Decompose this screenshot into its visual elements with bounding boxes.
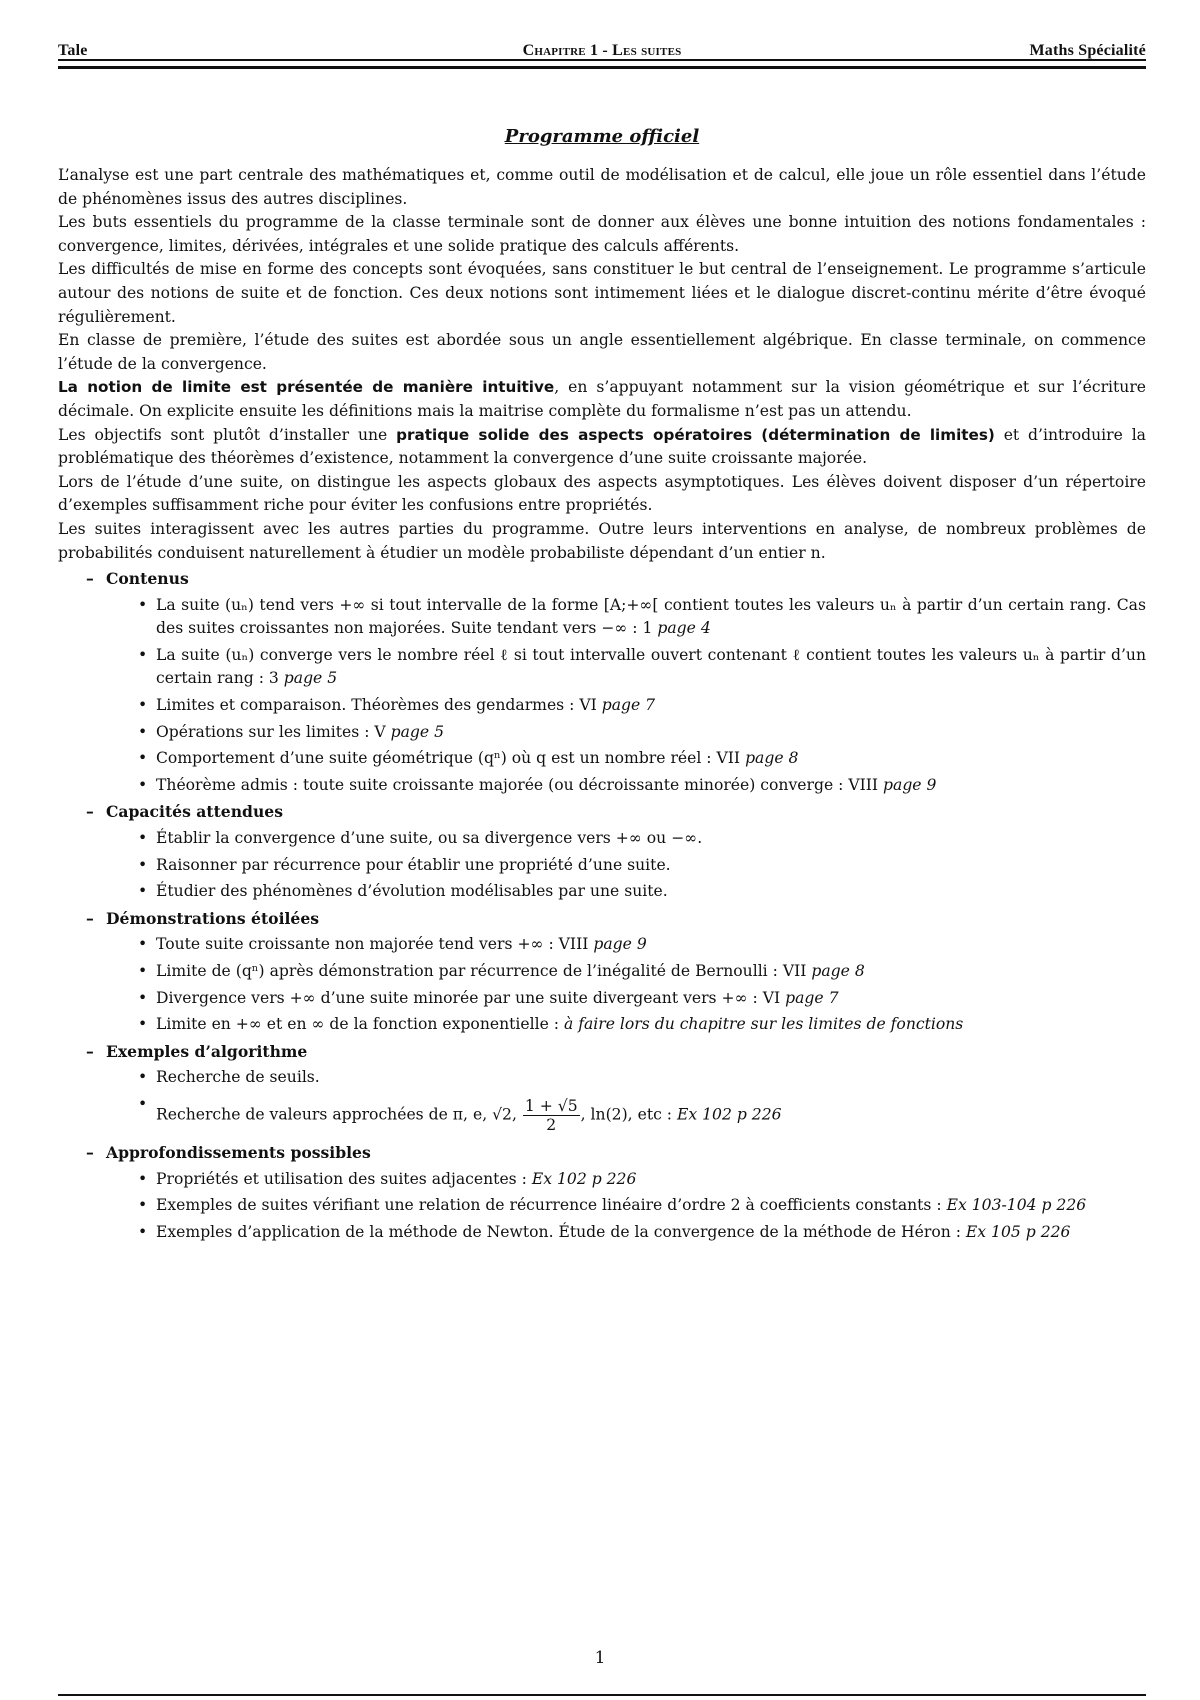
- page-reference: page 9: [593, 935, 647, 954]
- section-heading: – Approfondissements possibles: [86, 1142, 371, 1162]
- item-text: Exemples de suites vérifiant une relation de récurrence linéaire d’ordre 2 à coefficients constants :: [156, 1196, 947, 1215]
- item-text-after: , ln(2), etc :: [580, 1105, 677, 1124]
- page-reference: page 7: [785, 988, 839, 1007]
- list-item: • Étudier des phénomènes d’évolution modélisables par une suite.: [138, 880, 1146, 904]
- list-item: [138, 747, 1146, 771]
- page-number: 1: [594, 1648, 606, 1668]
- intro-paragraph-6-end: et d’introduire la problématique des théorèmes d’existence, notamment la convergence d’une suite croissante majorée.: [58, 425, 1146, 468]
- list-item: • Recherche de seuils.: [138, 1066, 1146, 1090]
- section-heading-text: Capacités attendues: [106, 802, 283, 822]
- list-item: [138, 933, 1146, 957]
- list-item: [138, 644, 1146, 691]
- list-item: [138, 1194, 1146, 1218]
- section-heading-text: Approfondissements possibles: [106, 1142, 371, 1162]
- intro-paragraph-6: [58, 424, 1146, 471]
- list-item: • Raisonner par récurrence pour établir une propriété d’une suite.: [138, 854, 1146, 878]
- intro-paragraph-8: Les suites interagissent avec les autres parties du programme. Outre leurs interventions en analyse, de nombreux problèmes de probabilités conduisent naturellement à étudier un modèle probabiliste dépendant d’un entier n.: [58, 519, 1146, 562]
- list-item: [138, 594, 1146, 641]
- list-item: [138, 1013, 1146, 1037]
- page-reference: Ex 105 p 226: [965, 1222, 1071, 1241]
- intro-paragraph-1: L’analyse est une part centrale des mathématiques et, comme outil de modélisation et de calcul, elle joue un rôle essentiel dans l’étude de phénomènes issus des autres disciplines.: [58, 166, 1146, 208]
- section-heading: – Démonstrations étoilées: [86, 908, 320, 928]
- page-reference: page 5: [390, 722, 445, 741]
- header-rule-thin: [58, 59, 1146, 61]
- golden-ratio-fraction: [523, 1097, 580, 1134]
- item-text: Théorème admis : toute suite croissante majorée (ou décroissante minorée) converge : VIII: [156, 775, 884, 794]
- list-item: • Établir la convergence d’une suite, ou sa divergence vers +∞ ou −∞.: [138, 827, 1146, 851]
- list-item: [138, 774, 1146, 798]
- header-subject-label: Maths Spécialité: [1029, 42, 1146, 59]
- item-text: La suite (uₙ) tend vers +∞ si tout intervalle de la forme [A;+∞[ contient toutes les valeurs uₙ à partir d’un certain rang. Cas des suites croissantes non majorées. Suite tendant vers −∞ : 1: [156, 595, 1146, 638]
- item-text: La suite (uₙ) converge vers le nombre réel ℓ si tout intervalle ouvert contenant ℓ contient toutes les valeurs uₙ à partir d’un certain rang : 3: [156, 645, 1146, 688]
- page-reference: page 9: [883, 775, 937, 794]
- item-list: [138, 1066, 1146, 1138]
- item-list: [138, 594, 1146, 798]
- section-heading-text: Contenus: [106, 569, 189, 589]
- item-text: Comportement d’une suite géométrique (qⁿ) où q est un nombre réel : VII: [156, 749, 746, 768]
- section-heading-text: Démonstrations étoilées: [106, 908, 320, 928]
- item-text: Exemples d’application de la méthode de Newton. Étude de la convergence de la méthode de Héron :: [156, 1222, 966, 1241]
- section-heading: – Exemples d’algorithme: [86, 1041, 308, 1061]
- item-list: [138, 933, 1146, 1036]
- header-rule-thick: [58, 66, 1146, 69]
- section-heading: – Capacités attendues: [86, 802, 283, 822]
- intro-paragraph-5-rest: , en s’appuyant notamment sur la vision géométrique et sur l’écriture décimale. On explicite ensuite les définitions mais la maitrise complète du formalisme n’est pas un attendu.: [58, 378, 1146, 420]
- list-item: [138, 960, 1146, 984]
- intro-paragraph-2: Les buts essentiels du programme de la classe terminale sont de donner aux élèves une bonne intuition des notions fondamentales : convergence, limites, dérivées, intégrales et une solide pratique des calculs afférents.: [58, 213, 1146, 255]
- page-reference: page 5: [283, 669, 338, 688]
- section-approfondissements: [86, 1141, 1146, 1244]
- page-reference: Ex 103-104 p 226: [946, 1196, 1087, 1215]
- section-heading-text: Exemples d’algorithme: [106, 1041, 308, 1061]
- header-chapter-title: Chapitre 1 - Les suites: [522, 42, 682, 59]
- intro-paragraph-3: Les difficultés de mise en forme des concepts sont évoquées, sans constituer le but central de l’enseignement. Le programme s’articule autour des notions de suite et de fonction. Ces deux notions sont intimement liées et le dialogue discret-continu mérite d’être évoqué régulièrement.: [58, 260, 1146, 326]
- page-reference: Ex 102 p 226: [531, 1169, 637, 1188]
- item-text: Propriétés et utilisation des suites adjacentes :: [156, 1169, 532, 1188]
- item-text: Limites et comparaison. Théorèmes des gendarmes : VI: [156, 696, 602, 715]
- list-item: [138, 1093, 1146, 1138]
- footer-rule: [58, 1694, 1146, 1696]
- item-text: Opérations sur les limites : V: [156, 722, 391, 741]
- list-item: [138, 987, 1146, 1011]
- page-reference: page 7: [601, 696, 656, 715]
- item-text: Toute suite croissante non majorée tend vers +∞ : VIII: [156, 935, 594, 954]
- page-reference: page 4: [657, 619, 711, 638]
- document-body: [58, 124, 1146, 1247]
- intro-paragraph-5: [58, 376, 1146, 423]
- item-list: [138, 827, 1146, 904]
- page-reference: à faire lors du chapitre sur les limites de fonctions: [563, 1015, 964, 1034]
- section-heading: – Contenus: [86, 569, 189, 589]
- section-capacites: [86, 800, 1146, 903]
- item-list: [138, 1168, 1146, 1245]
- item-text: Recherche de valeurs approchées de π, e, √2,: [156, 1105, 522, 1124]
- section-demonstrations: [86, 907, 1146, 1037]
- intro-paragraph-7: Lors de l’étude d’une suite, on distingue les aspects globaux des aspects asymptotiques. Les élèves doivent disposer d’un répertoire d’exemples suffisamment riche pour éviter les confusions entre propriétés.: [58, 472, 1146, 515]
- intro-paragraph-6-start: Les objectifs sont plutôt d’installer une: [58, 425, 397, 444]
- page-reference: page 8: [811, 962, 865, 980]
- fraction-denominator: 2: [546, 1115, 557, 1134]
- list-item: [138, 1168, 1146, 1192]
- item-text: Limite en +∞ et en ∞ de la fonction exponentielle :: [156, 1015, 564, 1034]
- item-text: Limite de (qⁿ) après démonstration par récurrence de l’inégalité de Bernoulli : VII: [156, 962, 812, 980]
- header-class-label: Tale: [58, 42, 88, 59]
- intro-emphasis-limite: La notion de limite est présentée de manière intuitive: [58, 378, 555, 397]
- page-reference: Ex 102 p 226: [676, 1105, 782, 1124]
- list-item: [138, 721, 1146, 745]
- list-item: [138, 1221, 1146, 1245]
- intro-emphasis-pratique: pratique solide des aspects opératoires (détermination de limites): [396, 425, 995, 444]
- section-algorithmes: [86, 1040, 1146, 1138]
- item-text: Divergence vers +∞ d’une suite minorée par une suite divergeant vers +∞ : VI: [156, 988, 786, 1007]
- page-reference: page 8: [745, 749, 799, 768]
- list-item: [138, 694, 1146, 718]
- fraction-numerator: 1 + √5: [524, 1096, 578, 1115]
- section-contenus: [86, 567, 1146, 797]
- intro-paragraph-4: En classe de première, l’étude des suites est abordée sous un angle essentiellement algébrique. En classe terminale, on commence l’étude de la convergence.: [58, 331, 1146, 373]
- document-title: Programme officiel: [504, 126, 700, 147]
